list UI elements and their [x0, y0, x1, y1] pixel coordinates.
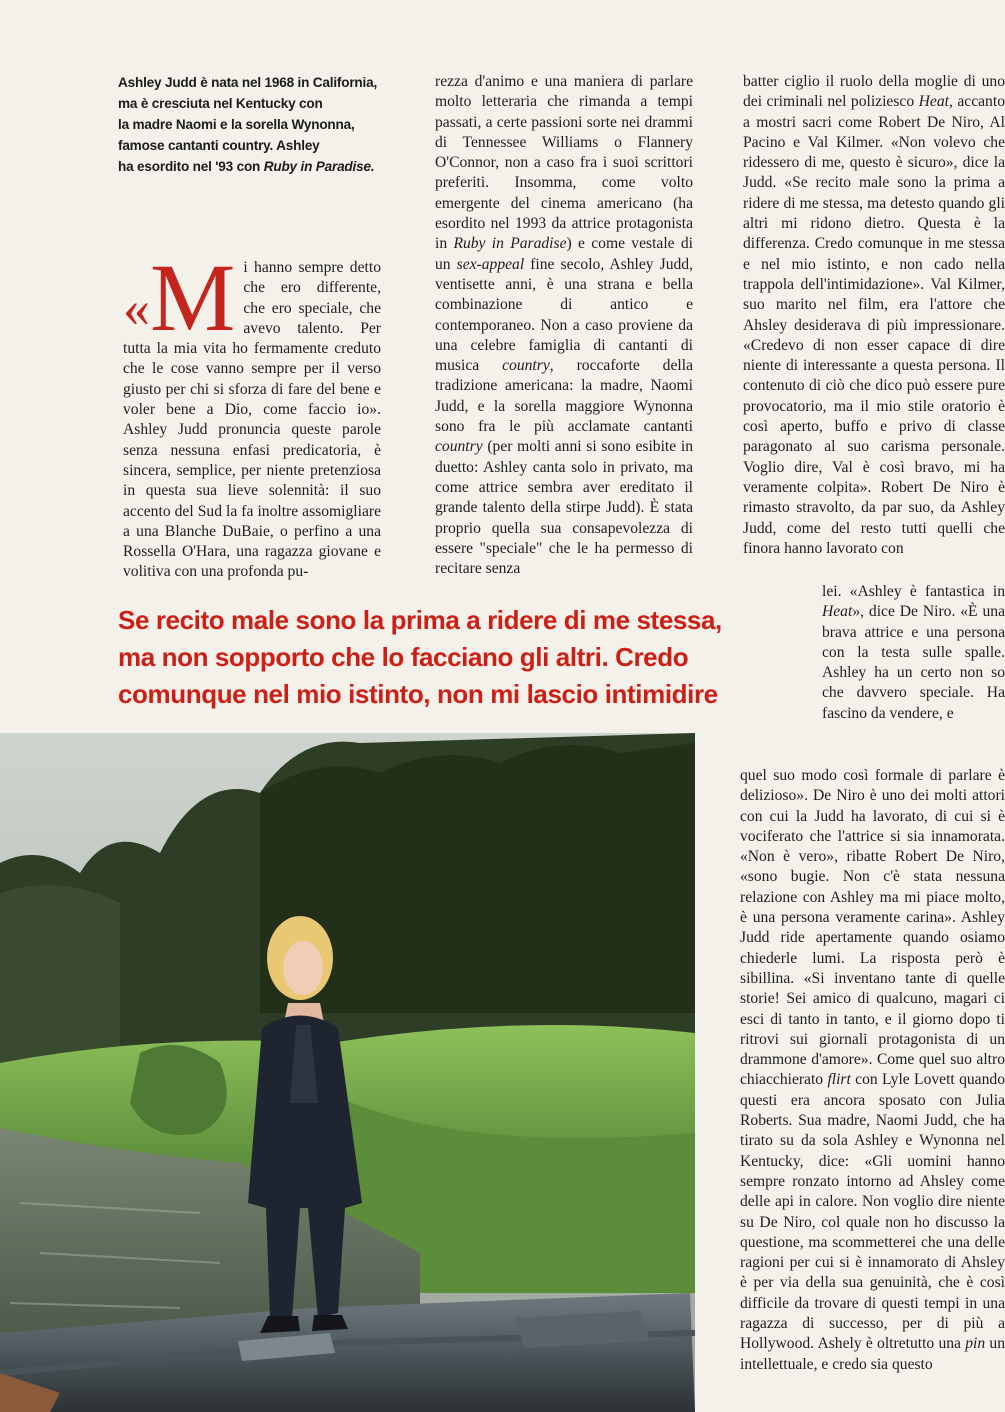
pull-quote-line: comunque nel mio istinto, non mi lascio intimidire [118, 679, 718, 709]
article-column-1 [123, 244, 381, 583]
photo-illustration [0, 733, 695, 1412]
pull-quote [118, 602, 818, 713]
column-text: lei. «Ashley è fantastica in Heat», dice De Niro. «È una brava attrice e una persona con la testa sulle spalle. Ashley ha un certo non so che davvero speciale. Ha fascino da vendere, e [822, 583, 1005, 722]
caption-line: la madre Naomi e la sorella Wynonna, [118, 117, 355, 132]
column-text: i hanno sempre detto che ero differente, che ero speciale, che avevo talento. Per tutta la mia vita ho fermamente creduto che le cose vanno sempre per il verso giusto per chi si sforza di fare del bene e voler bene a Dio, come faccio io». Ashley Judd pronuncia queste parole senza nessuna enfasi predicatoria, è sincera, semplice, per niente pretenziosa in questa sua lieve solennità: il suo accento del Sud la fa inoltre assomigliare a una Blanche DuBaie, o perfino a una Rossella O'Hara, una ragazza giovane e volitiva con una profonda pu- [123, 259, 381, 581]
article-column-3 [743, 72, 1005, 559]
caption-line: famose cantanti country. Ashley [118, 138, 320, 153]
caption-line: ha esordito nel '93 con Ruby in Paradise. [118, 159, 375, 174]
column-text: quel suo modo così formale di parlare è delizioso». De Niro è uno dei molti attori con cui la Judd ha lavorato, di cui si è vociferato che l'attrice si sia innamorata. «Non è vero», ribatte Robert De Niro, «sono bugie. Non c'è stata nessuna relazione con Ashley ma mi piace molto, è una persona veramente carina». Ashley Judd ride apertamente quando osiamo chiederle lumi. La risposta però è sibillina. «Si inventano tante di quelle storie! Sei amico di qualcuno, magari ci esci di tanto in tanto, e il giorno dopo ti ritrovi sui giornali protagonista di un drammone d'amore». Come quel suo altro chiacchierato flirt con Lyle Lovett quando questi era ancora sposato con Julia Roberts. Sua madre, Naomi Judd, che ha tirato su da sola Ashley e Wynonna nel Kentucky, dice: «Gli uomini hanno sempre ronzato intorno ad Ahsley come delle api in calore. Non voglio dire niente su De Niro, col quale non ho discusso la questione, ma scommetterei che una delle ragioni per cui si è innamorato di Ahsley è per via della sua genuinità, che è così difficile da trovare di questi tempi in una ragazza di successo, per di più a Hollywood. Ashely è oltretutto una pin un intellettuale, e credo sia questo [740, 767, 1005, 1373]
caption-line: Ashley Judd è nata nel 1968 in California, [118, 75, 378, 90]
caption-line: ma è cresciuta nel Kentucky con [118, 96, 323, 111]
column-text: batter ciglio il ruolo della moglie di uno dei criminali nel poliziesco Heat, accanto a mostri sacri come Robert De Niro, Al Pacino e Val Kilmer. «Non volevo che ridessero di me, questo è sicuro», dice la Judd. «Se recito male sono la prima a ridere di me stessa, ma detesto quando gli altri mi ridono dietro. Questa è la differenza. Credo comunque in me stessa e nel mio istinto, e non cado nella trappola dell'intimidazione». Val Kilmer, suo marito nel film, era l'attore che Ahsley desiderava di più impressionare. «Credevo di non esser capace di dire niente di interessante a questa persona. Il contenuto di ciò che dico può essere pure provocatorio, ma il mio stile oratorio è così aperto, buffo e privo di classe paragonato al suo carisma personale. Voglio dire, Val è così bravo, mi ha veramente colpita». Robert De Niro è rimasto stravolto, da par suo, da Ashley Judd, come del resto tutti quelli che finora hanno lavorato con [743, 73, 1005, 557]
article-column-2 [435, 72, 693, 579]
article-column-3-wrap [822, 582, 1005, 724]
pull-quote-line: ma non sopporto che lo facciano gli altri. Credo [118, 642, 689, 672]
column-text: rezza d'animo e una maniera di parlare molto letteraria che rimanda a tempi passati, a certe passioni sorte nei drammi di Tennessee Williams o Flannery O'Connor, non a caso fra i suoi scrittori preferiti. Insomma, come volto emergente del cinema americano (ha esordito nel 1993 da attrice protagonista in Ruby in Paradise) e come vestale di un sex-appeal fine secolo, Ashley Judd, ventisette anni, è una strana e bella combinazione di antico e contemporaneo. Non a caso proviene da una celebre famiglia di cantanti di musica country, roccaforte della tradizione americana: la madre, Naomi Judd, e la sorella maggiore Wynonna sono fra le più acclamate cantanti country (per molti anni si sono esibite in duetto: Ashley canta solo in privato, ma come attrice sembra aver ereditato il grande talento della stirpe Judd). È stata proprio quella sua consapevolezza di essere "speciale" che le ha permesso di recitare senza [435, 73, 694, 578]
drop-cap-quote: « [123, 278, 150, 338]
drop-cap-letter: M [150, 244, 236, 351]
pull-quote-line: Se recito male sono la prima a ridere di me stessa, [118, 605, 722, 635]
photo-caption [118, 72, 388, 177]
article-column-4 [740, 766, 1005, 1375]
portrait-photo [0, 733, 695, 1412]
caption-film-title: Ruby in Paradise. [263, 159, 375, 174]
drop-cap [123, 244, 236, 351]
